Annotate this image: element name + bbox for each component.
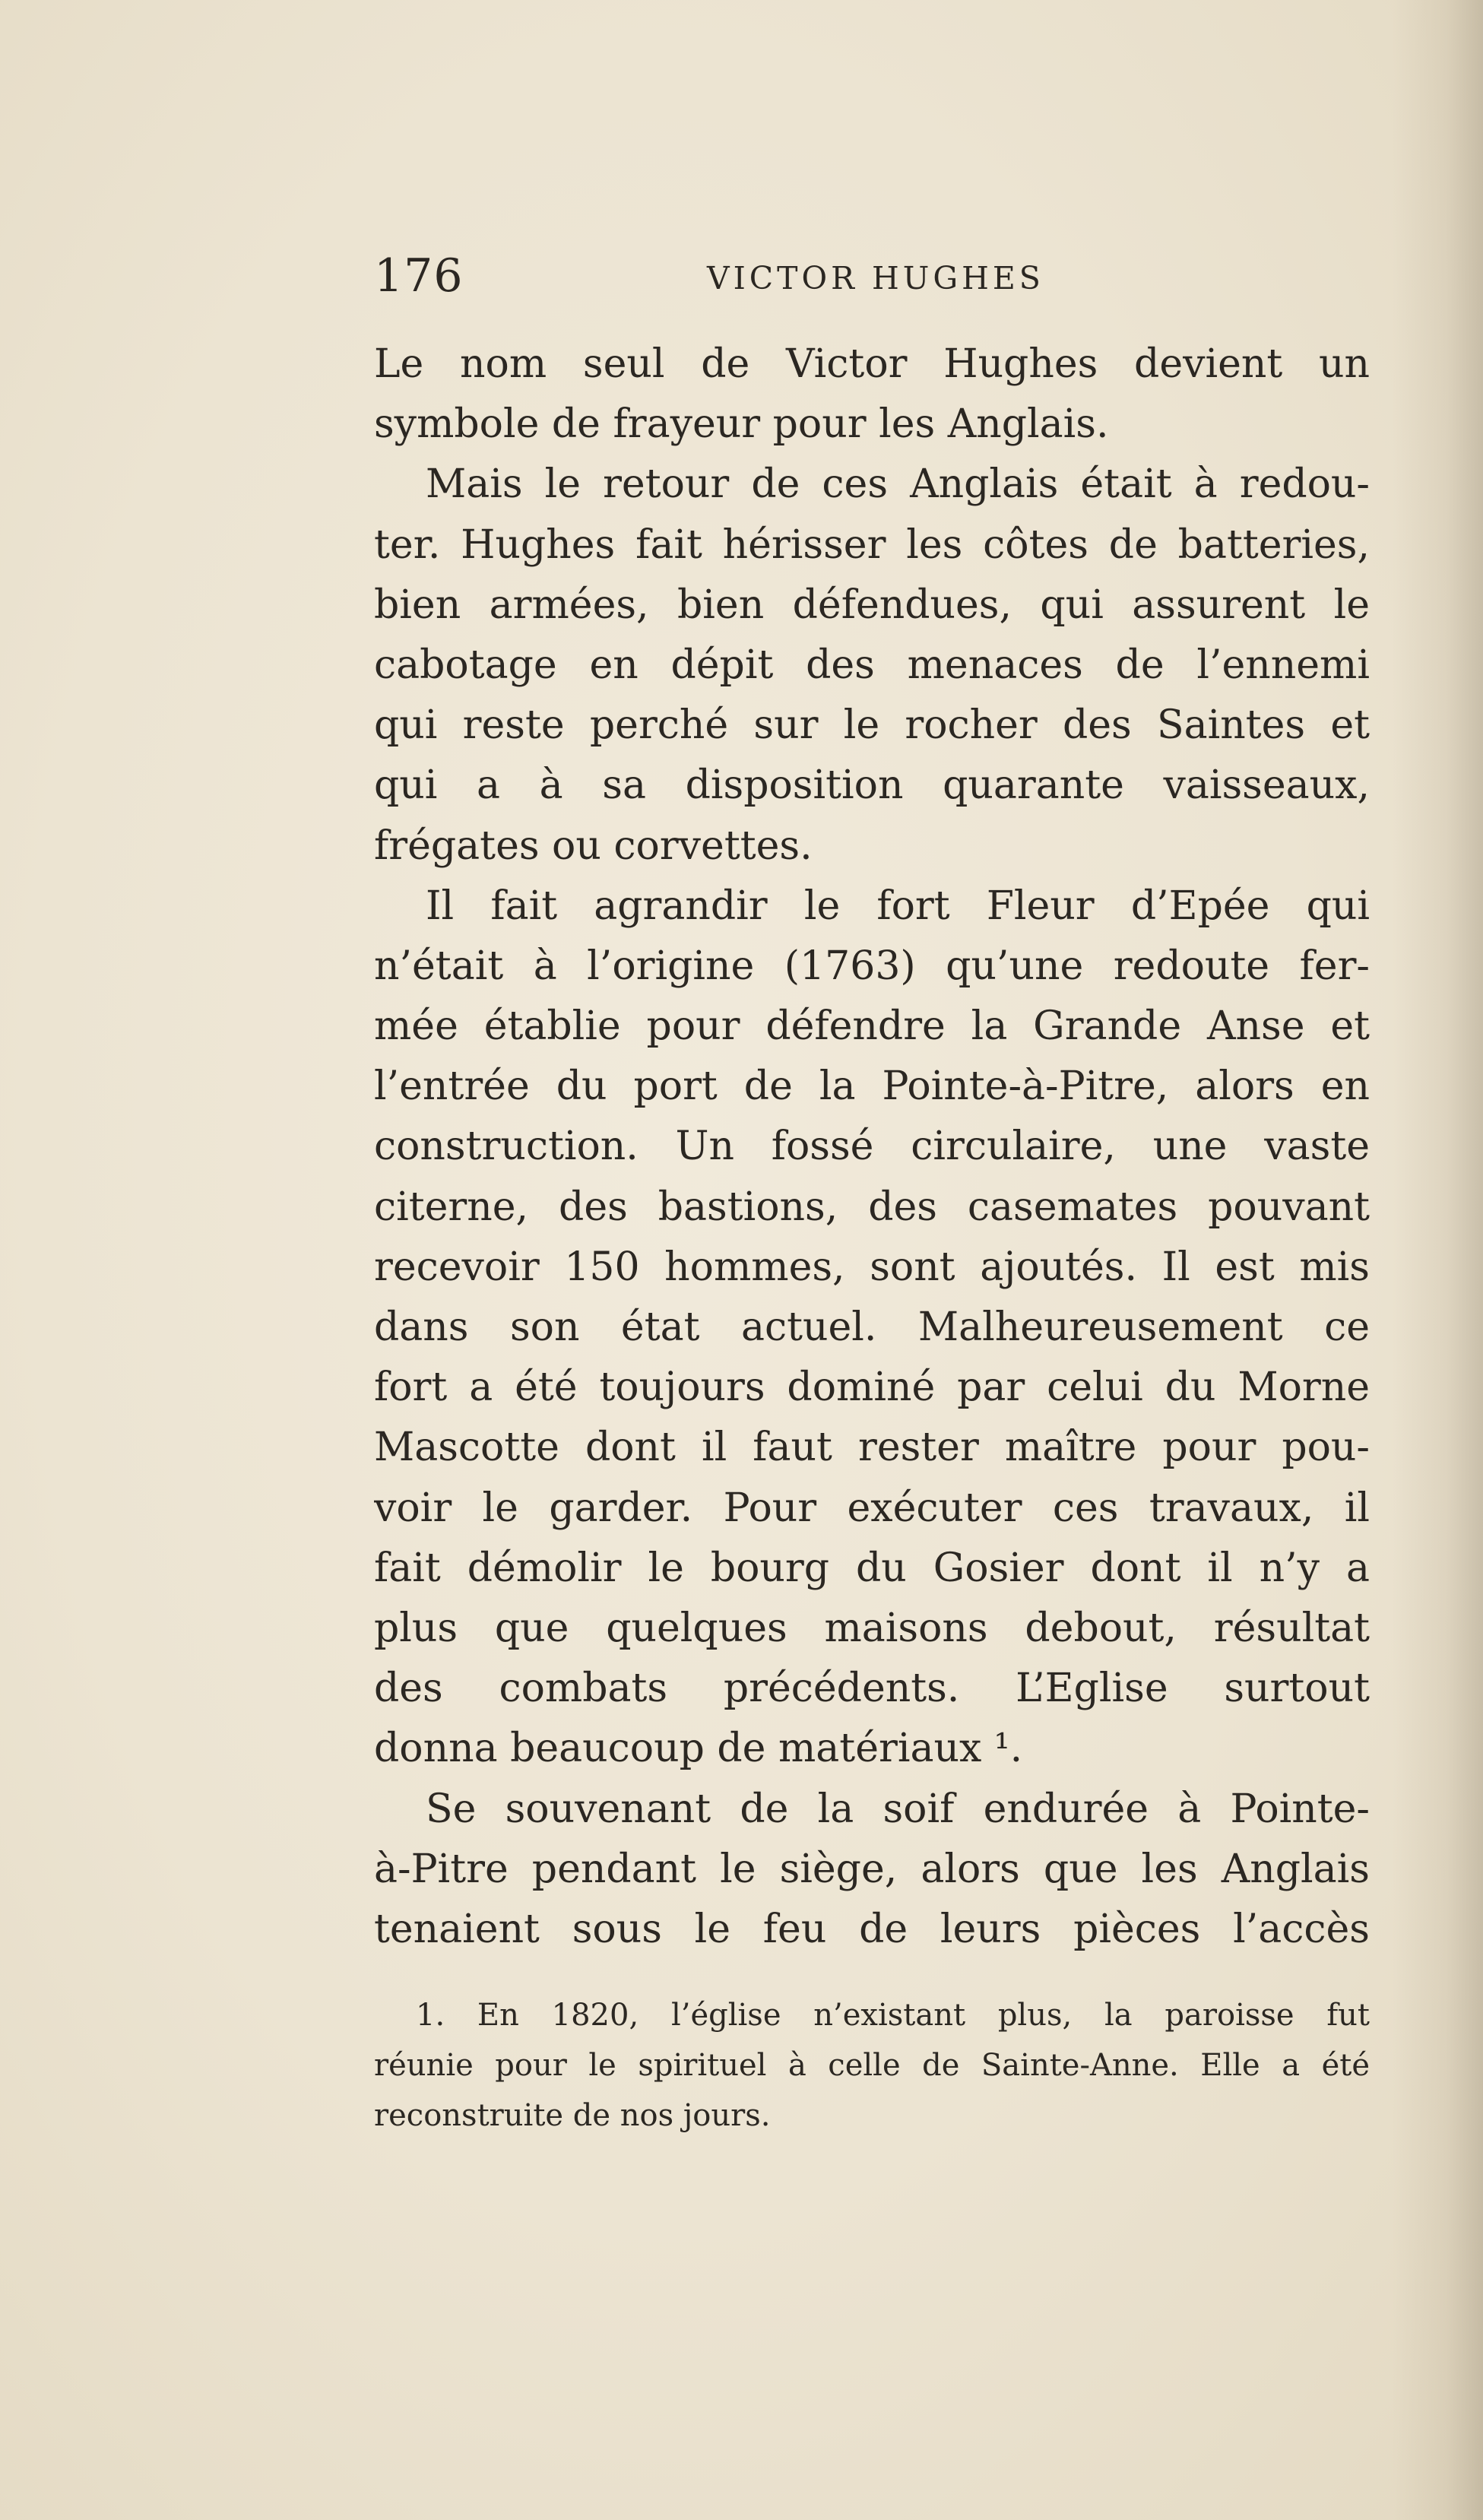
text-line: frégates ou corvettes. bbox=[374, 823, 813, 869]
text-line: Se souvenant de la soif endurée à Pointe- bbox=[426, 1786, 1370, 1832]
text-line: citerne, des bastions, des casemates pouvant bbox=[374, 1184, 1370, 1230]
text-line: Mais le retour de ces Anglais était à redou- bbox=[426, 461, 1370, 508]
text-line: Il fait agrandir le fort Fleur d’Epée qui bbox=[426, 883, 1370, 929]
text-line: symbole de frayeur pour les Anglais. bbox=[374, 401, 1109, 448]
text-line: fait démolir le bourg du Gosier dont il n’y a bbox=[374, 1545, 1370, 1591]
text-line: tenaient sous le feu de leurs pièces l’accès bbox=[374, 1906, 1370, 1952]
text-line: donna beaucoup de matériaux ¹. bbox=[374, 1726, 1023, 1772]
running-title: VICTOR HUGHES bbox=[707, 260, 1044, 296]
footnotes bbox=[374, 1990, 1370, 2141]
text-line: qui reste perché sur le rocher des Saintes et bbox=[374, 702, 1370, 749]
text-line: recevoir 150 hommes, sont ajoutés. Il est mis bbox=[374, 1244, 1370, 1290]
text-line: l’entrée du port de la Pointe-à-Pitre, alors en bbox=[374, 1063, 1370, 1110]
text-line: ter. Hughes fait hérisser les côtes de batteries, bbox=[374, 521, 1370, 568]
text-line: n’était à l’origine (1763) qu’une redoute fer- bbox=[374, 943, 1370, 989]
text-line: cabotage en dépit des menaces de l’ennemi bbox=[374, 642, 1370, 688]
footnote-line: réunie pour le spirituel à celle de Sainte-Anne. Elle a été bbox=[374, 2048, 1370, 2083]
text-line: à-Pitre pendant le siège, alors que les Anglais bbox=[374, 1846, 1370, 1892]
text-line: Mascotte dont il faut rester maître pour pou- bbox=[374, 1425, 1370, 1471]
text-line: construction. Un fossé circulaire, une vaste bbox=[374, 1124, 1370, 1170]
text-line: bien armées, bien défendues, qui assurent le bbox=[374, 582, 1370, 628]
text-line: plus que quelques maisons debout, résultat bbox=[374, 1605, 1370, 1651]
footnote-line: 1. En 1820, l’église n’existant plus, la paroisse fut bbox=[416, 1998, 1370, 2033]
text-line: Le nom seul de Victor Hughes devient un bbox=[374, 341, 1370, 387]
running-head bbox=[374, 242, 1370, 310]
text-line: dans son état actuel. Malheureusement ce bbox=[374, 1304, 1370, 1350]
footnote-line: reconstruite de nos jours. bbox=[374, 2098, 771, 2133]
body-text bbox=[374, 334, 1370, 1960]
text-line: voir le garder. Pour exécuter ces travaux, il bbox=[374, 1485, 1370, 1531]
page-number: 176 bbox=[374, 249, 464, 303]
text-line: qui a à sa disposition quarante vaisseaux, bbox=[374, 762, 1370, 809]
page-edge-shadow bbox=[1392, 0, 1483, 2520]
text-line: fort a été toujours dominé par celui du Morne bbox=[374, 1365, 1370, 1411]
text-line: des combats précédents. L’Eglise surtout bbox=[374, 1666, 1370, 1712]
text-line: mée établie pour défendre la Grande Anse et bbox=[374, 1003, 1370, 1050]
